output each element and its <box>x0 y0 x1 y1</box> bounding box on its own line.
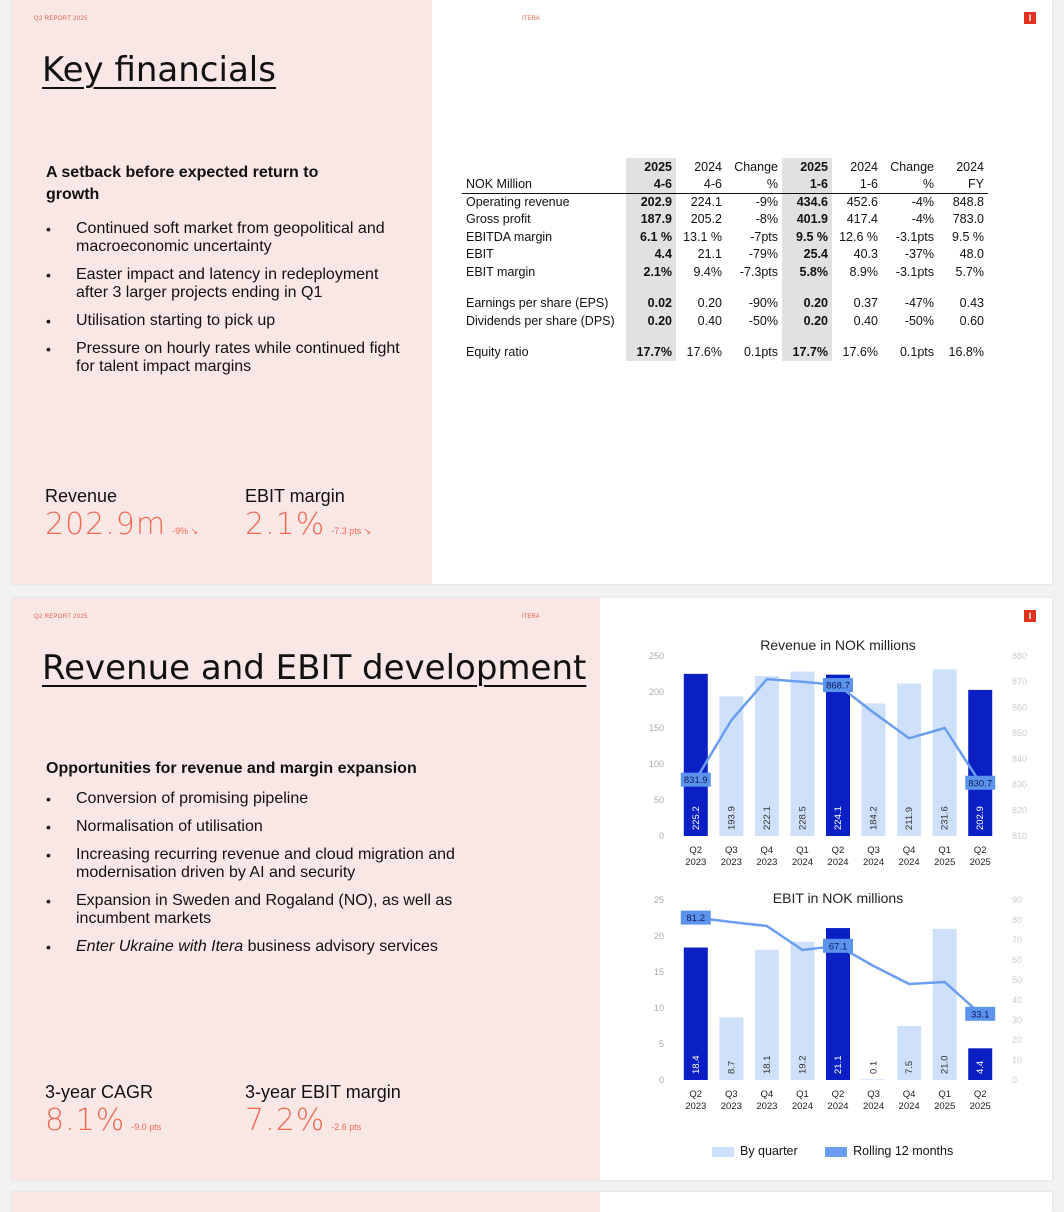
table-cell: 224.1 <box>690 195 722 209</box>
table-cell: 205.2 <box>690 212 722 227</box>
table-cell: 12.6 % <box>839 229 878 244</box>
table-row <box>462 295 988 313</box>
kpi-value: 2.1% <box>245 507 326 542</box>
row-label: Gross profit <box>466 212 531 227</box>
line-data-label: 81.2 <box>686 913 706 925</box>
y2-tick-label: 20 <box>1012 1035 1023 1045</box>
row-label: NOK Million <box>462 176 626 194</box>
table-cell: FY <box>938 176 988 194</box>
table-cell: 17.7% <box>782 344 832 362</box>
kpi-cagr <box>45 1082 161 1138</box>
bar-value-label: 4.4 <box>975 1060 987 1074</box>
bar-value-label: 211.9 <box>904 806 916 830</box>
table-cell <box>938 281 988 295</box>
y-tick-label: 25 <box>653 895 664 905</box>
charts-area <box>598 598 1052 1180</box>
legend-item-quarter: By quarter <box>712 1144 798 1158</box>
bar-value-label: 21.1 <box>833 1055 844 1074</box>
x-tick-label: 2024 <box>862 857 885 868</box>
table-cell: 0.1pts <box>743 345 778 360</box>
bar-value-label: 8.7 <box>726 1060 738 1074</box>
y-tick-label: 200 <box>648 687 664 697</box>
bullet-item: • Increasing recurring revenue and cloud migration and modernisation driven by AI and security <box>46 846 526 882</box>
table-cell: 2024 <box>694 159 722 174</box>
table-cell: 2.1% <box>626 263 676 281</box>
bullet-item: • Enter Ukraine with Itera business advisory services <box>46 938 526 956</box>
table-row <box>462 312 988 330</box>
y-tick-label: 0 <box>658 1075 664 1085</box>
table-cell <box>726 330 782 344</box>
x-tick-label: 2024 <box>862 1101 885 1112</box>
x-tick-label: 2023 <box>720 857 742 868</box>
slide-next <box>12 1192 1052 1212</box>
x-tick-label: 2024 <box>791 857 814 868</box>
x-tick-label: 2024 <box>791 1101 814 1112</box>
kpi-label: Revenue <box>45 486 118 506</box>
kpi-label: EBIT margin <box>245 486 345 506</box>
table-cell: 783.0 <box>952 212 984 227</box>
y2-tick-label: 0 <box>1012 1075 1018 1085</box>
table-cell: 4.4 <box>626 246 676 264</box>
x-tick-label: Q4 <box>760 845 774 856</box>
table-cell: -50% <box>904 313 934 328</box>
table-cell: 17.7% <box>626 344 676 362</box>
bullet-item: • Normalisation of utilisation <box>46 818 526 836</box>
y-tick-label: 100 <box>648 759 664 769</box>
bar-value-label: 18.1 <box>761 1055 773 1074</box>
table-cell: -79% <box>748 247 778 262</box>
table-row <box>462 330 988 344</box>
table-cell: -3.1pts <box>895 264 934 279</box>
table-cell: 2024 <box>956 159 984 174</box>
row-label <box>462 158 626 176</box>
kpi-delta: -2.6 pts <box>331 1122 362 1132</box>
bullet-list <box>46 220 406 386</box>
x-tick-label: Q3 <box>724 845 738 856</box>
table-cell: 5.7% <box>955 264 984 279</box>
bullet-item: • Expansion in Sweden and Rogaland (NO), as well as incumbent markets <box>46 892 526 928</box>
bar-value-label: 202.9 <box>975 806 987 830</box>
y2-tick-label: 840 <box>1012 753 1028 764</box>
y2-tick-label: 90 <box>1012 895 1023 905</box>
table-cell: 2025 <box>626 158 676 176</box>
x-tick-label: 2023 <box>756 1101 778 1112</box>
table-cell: -47% <box>904 296 934 311</box>
table-cell: 848.8 <box>952 195 984 209</box>
x-tick-label: Q2 <box>689 845 703 856</box>
table-cell: -3.1pts <box>895 229 934 244</box>
table-cell: 0.37 <box>853 296 878 311</box>
x-tick-label: Q1 <box>938 845 952 856</box>
table-cell: 9.5 % <box>952 229 984 244</box>
x-tick-label: Q3 <box>867 1089 880 1100</box>
y2-tick-label: 820 <box>1012 805 1028 816</box>
row-label: EBIT <box>466 247 494 262</box>
report-tag: Q2 REPORT 2025 <box>34 16 88 22</box>
table-cell: Change <box>734 159 778 174</box>
y2-tick-label: 10 <box>1012 1055 1023 1065</box>
table-cell: 202.9 <box>626 193 676 211</box>
bar-value-label: 228.5 <box>797 806 809 830</box>
kpi-value: 7.2% <box>245 1103 326 1138</box>
table-cell <box>782 281 832 295</box>
table-cell: 48.0 <box>959 247 984 262</box>
kpi-revenue <box>45 486 198 542</box>
y-tick-label: 15 <box>653 967 664 977</box>
financials-table <box>462 158 988 361</box>
bar-value-label: 21.0 <box>939 1055 951 1074</box>
y-tick-label: 50 <box>653 795 664 805</box>
table-row <box>462 246 988 264</box>
table-cell: % <box>882 176 938 194</box>
bullet-item: • Conversion of promising pipeline <box>46 790 526 808</box>
x-tick-label: 2025 <box>934 1101 956 1112</box>
x-tick-label: Q1 <box>938 1089 952 1100</box>
table-row <box>462 158 988 176</box>
table-row <box>462 228 988 246</box>
pink-panel <box>12 1192 600 1212</box>
y2-tick-label: 810 <box>1012 831 1028 841</box>
bar-value-label: 193.9 <box>726 806 738 830</box>
table-cell: 0.40 <box>853 313 878 328</box>
kpi-delta: -9% ↘ <box>172 526 199 536</box>
y-tick-label: 5 <box>658 1039 664 1049</box>
y2-tick-label: 860 <box>1012 702 1028 713</box>
page-title: Key financials <box>42 50 276 90</box>
table-cell: 0.20 <box>782 312 832 330</box>
section-subtitle: Opportunities for revenue and margin expansion <box>46 760 417 777</box>
table-cell: -7pts <box>750 229 778 244</box>
table-cell: -50% <box>748 313 778 328</box>
table-row <box>462 344 988 362</box>
chart-legend <box>712 1144 953 1158</box>
kpi-ebit-margin <box>245 486 371 542</box>
row-label: EBIT margin <box>466 264 536 279</box>
x-tick-label: Q2 <box>689 1089 703 1100</box>
y2-tick-label: 30 <box>1012 1015 1023 1025</box>
bar-value-label: 224.1 <box>833 806 844 830</box>
bullet-item: • Pressure on hourly rates while continued fight for talent impact margins <box>46 340 406 376</box>
table-cell: -7.3pts <box>739 264 778 279</box>
itera-logo-icon: I <box>1024 12 1036 24</box>
y-tick-label: 0 <box>658 831 664 841</box>
x-tick-label: 2023 <box>756 857 778 868</box>
bullet-item: • Continued soft market from geopolitical and macroeconomic uncertainty <box>46 220 406 256</box>
table-cell: 13.1 % <box>683 229 722 244</box>
table-cell: -9% <box>755 195 778 209</box>
y2-tick-label: 50 <box>1012 975 1023 985</box>
table-cell: 0.43 <box>959 296 984 311</box>
table-cell: -4% <box>911 195 934 209</box>
row-label: Operating revenue <box>466 195 570 209</box>
x-tick-label: 2025 <box>934 857 956 868</box>
table-cell: 0.60 <box>959 313 984 328</box>
table-cell: 401.9 <box>782 211 832 229</box>
x-tick-label: Q1 <box>796 845 809 856</box>
y-tick-label: 10 <box>653 1003 664 1013</box>
line-data-label: 831.9 <box>683 775 708 787</box>
table-cell: -4% <box>911 212 934 227</box>
table-cell: 5.8% <box>782 263 832 281</box>
chart-title: Revenue in NOK millions <box>760 637 916 653</box>
y2-tick-label: 850 <box>1012 728 1028 739</box>
x-tick-label: Q4 <box>902 845 916 856</box>
table-cell: 187.9 <box>626 211 676 229</box>
y2-tick-label: 880 <box>1012 651 1028 661</box>
table-cell: 16.8% <box>948 345 984 360</box>
x-tick-label: 2024 <box>827 857 849 868</box>
row-label: EBITDA margin <box>466 229 553 244</box>
x-tick-label: Q2 <box>831 845 845 856</box>
x-tick-label: 2024 <box>827 1101 849 1112</box>
kpi-value: 8.1% <box>45 1103 126 1138</box>
table-cell: 2024 <box>850 159 878 174</box>
y2-tick-label: 40 <box>1012 995 1023 1005</box>
row-label: Equity ratio <box>466 345 529 360</box>
itera-tag: ITERA <box>522 16 540 22</box>
x-tick-label: 2025 <box>969 857 991 868</box>
y2-tick-label: 870 <box>1012 676 1028 687</box>
kpi-label: 3-year EBIT margin <box>245 1082 401 1102</box>
table-cell <box>626 330 676 344</box>
x-tick-label: Q4 <box>760 1089 774 1100</box>
table-cell: 0.40 <box>697 313 722 328</box>
table-cell: 0.1pts <box>899 345 934 360</box>
table-cell: 8.9% <box>849 264 878 279</box>
table-cell: 9.4% <box>693 264 722 279</box>
x-tick-label: 2025 <box>969 1101 991 1112</box>
table-cell: 1-6 <box>782 176 832 194</box>
x-tick-label: Q3 <box>867 845 880 856</box>
x-tick-label: 2024 <box>898 857 920 868</box>
x-tick-label: Q3 <box>724 1089 738 1100</box>
table-cell <box>782 330 832 344</box>
kpi-value: 202.9m <box>45 507 167 542</box>
bar-value-label: 7.5 <box>904 1060 916 1074</box>
table-cell: 452.6 <box>846 195 878 209</box>
slide-key-financials <box>12 0 1052 584</box>
kpi-label: 3-year CAGR <box>45 1082 154 1102</box>
table-row <box>462 176 988 194</box>
table-cell: 21.1 <box>697 247 722 262</box>
x-tick-label: 2023 <box>685 857 707 868</box>
line-data-label: 868.7 <box>826 680 850 692</box>
table-cell: 0.20 <box>782 295 832 313</box>
table-row <box>462 193 988 211</box>
table-cell <box>882 281 938 295</box>
table-row <box>462 281 988 295</box>
table-row <box>462 263 988 281</box>
x-tick-label: 2023 <box>685 1101 707 1112</box>
table-cell <box>676 330 726 344</box>
y2-tick-label: 830 <box>1012 779 1028 790</box>
line-data-label: 830.7 <box>968 778 993 790</box>
y2-tick-label: 70 <box>1012 935 1023 945</box>
itera-tag: ITERA <box>522 614 540 620</box>
kpi-delta: -7.3 pts ↘ <box>331 526 372 536</box>
x-tick-label: Q2 <box>831 1089 845 1100</box>
table-cell <box>832 281 882 295</box>
x-tick-label: 2023 <box>720 1101 742 1112</box>
row-label <box>462 281 626 295</box>
table-cell: Change <box>890 159 934 174</box>
bar-value-label: 0.1 <box>868 1060 880 1074</box>
kpi-3yr-ebit-margin <box>245 1082 401 1138</box>
bullet-item: • Utilisation starting to pick up <box>46 312 406 330</box>
table-cell: 2025 <box>782 158 832 176</box>
itera-logo-icon: I <box>1024 610 1036 622</box>
table-cell <box>676 281 726 295</box>
table-cell: 9.5 % <box>782 228 832 246</box>
y2-tick-label: 80 <box>1012 915 1023 925</box>
table-cell: 17.6% <box>842 345 878 360</box>
table-cell: -8% <box>755 212 778 227</box>
x-tick-label: Q4 <box>902 1089 916 1100</box>
line-data-label: 67.1 <box>828 941 848 953</box>
row-label: Dividends per share (DPS) <box>466 313 615 328</box>
table-cell: 434.6 <box>782 193 832 211</box>
table-cell: 25.4 <box>782 246 832 264</box>
bullet-list <box>46 790 526 966</box>
table-cell: 6.1 % <box>626 228 676 246</box>
table-cell: -90% <box>748 296 778 311</box>
table-cell: 417.4 <box>846 212 878 227</box>
table-cell: 4-6 <box>676 176 726 194</box>
section-subtitle: A setback before expected return to growth <box>46 164 319 203</box>
table-cell <box>882 330 938 344</box>
table-cell: 1-6 <box>832 176 882 194</box>
x-tick-label: 2024 <box>898 1101 920 1112</box>
table-cell: 4-6 <box>626 176 676 194</box>
bar-value-label: 184.2 <box>868 806 880 830</box>
line-data-label: 33.1 <box>970 1009 990 1021</box>
kpi-delta: -9.0 pts <box>131 1122 162 1132</box>
table-cell: 0.20 <box>626 312 676 330</box>
legend-item-rolling: Rolling 12 months <box>825 1144 953 1158</box>
table-cell: 0.20 <box>697 296 722 311</box>
y2-tick-label: 60 <box>1012 955 1023 965</box>
bar-value-label: 19.2 <box>797 1055 809 1074</box>
table-row <box>462 211 988 229</box>
table-cell: % <box>726 176 782 194</box>
table-cell: 40.3 <box>853 247 878 262</box>
y-tick-label: 250 <box>648 651 664 661</box>
row-label: Earnings per share (EPS) <box>466 296 609 311</box>
table-cell <box>938 330 988 344</box>
slide-revenue-ebit <box>12 598 1052 1180</box>
x-tick-label: Q2 <box>973 845 987 856</box>
bar-value-label: 222.1 <box>761 806 773 830</box>
page-title: Revenue and EBIT development <box>42 648 587 688</box>
y-tick-label: 20 <box>653 931 664 941</box>
table-cell <box>626 281 676 295</box>
bar-value-label: 225.2 <box>690 806 702 830</box>
chart-title: EBIT in NOK millions <box>772 890 904 906</box>
x-tick-label: Q1 <box>796 1089 809 1100</box>
bar-value-label: 18.4 <box>690 1055 702 1074</box>
x-tick-label: Q2 <box>973 1089 987 1100</box>
table-cell: 0.02 <box>626 295 676 313</box>
table-cell <box>832 330 882 344</box>
table-cell: -37% <box>904 247 934 262</box>
bar <box>862 1079 886 1080</box>
bullet-item: • Easter impact and latency in redeployment after 3 larger projects ending in Q1 <box>46 266 406 302</box>
table-cell <box>726 281 782 295</box>
table-cell: 17.6% <box>686 345 722 360</box>
bar-value-label: 231.6 <box>939 806 951 830</box>
y-tick-label: 150 <box>648 723 664 733</box>
row-label <box>462 330 626 344</box>
report-tag: Q2 REPORT 2025 <box>34 614 88 620</box>
